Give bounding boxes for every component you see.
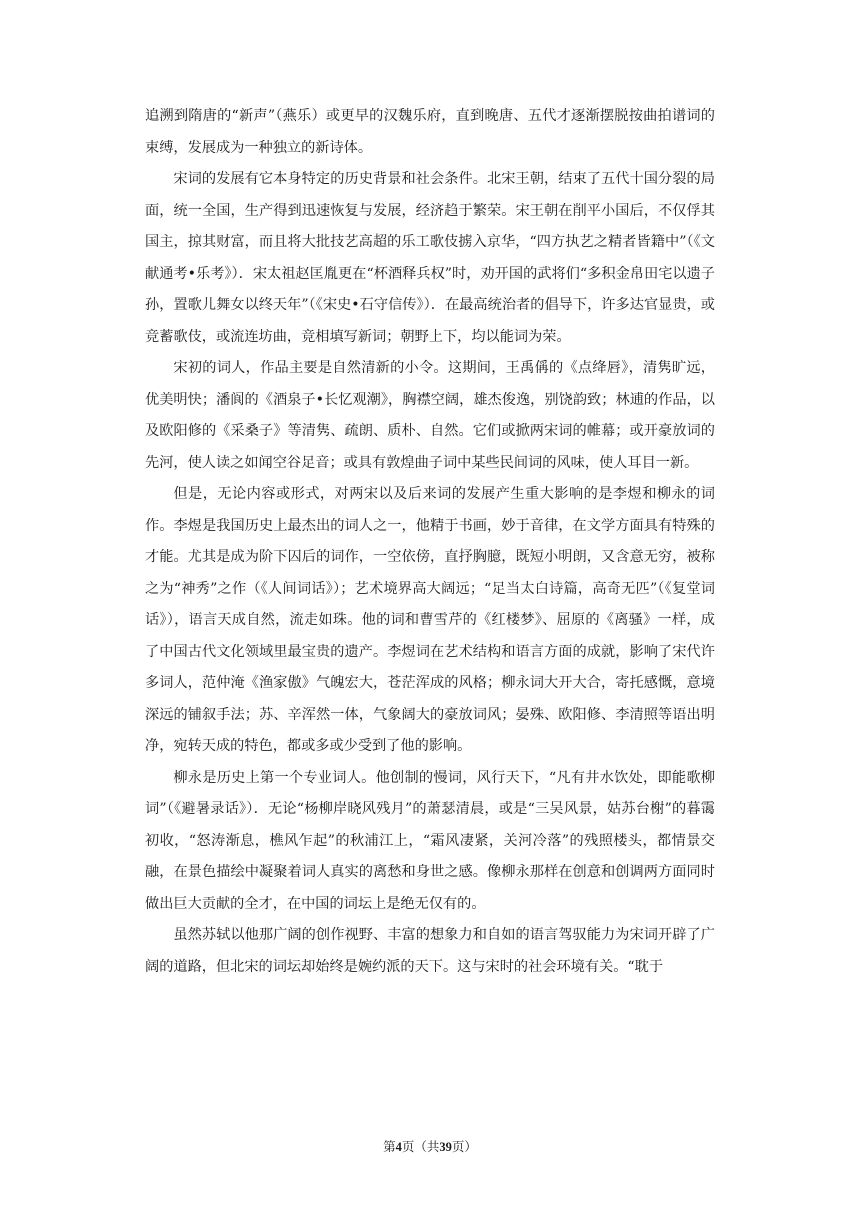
footer-middle: 页（共 xyxy=(401,1139,440,1154)
paragraph-1: 追溯到隋唐的“新声”（燕乐）或更早的汉魏乐府，直到晚唐、五代才逐渐摆脱按曲拍谱词的束缚，发展成为一种独立的新诗体。 xyxy=(145,108,715,156)
footer-prefix: 第 xyxy=(383,1139,396,1154)
paragraph-6: 虽然苏轼以他那广阔的创作视野、丰富的想象力和自如的语言驾驭能力为宋词开辟了广阔的道路，但北宋的词坛却始终是婉约派的天下。这与宋时的社会环境有关。“耽于 xyxy=(145,927,715,975)
page-footer xyxy=(0,1139,860,1155)
paragraph-5: 柳永是历史上第一个专业词人。他创制的慢词，风行天下，“凡有井水饮处，即能歌柳词”（《避暑录话》）．无论“杨柳岸晓风残月”的萧瑟清晨，或是“三吴风景，姑苏台榭”的暮霭初收，“怒涛渐息，樵风乍起”的秋浦江上，“霜风凄紧，关河冷落”的残照楼头，都情景交融，在景色描绘中凝聚着词人真实的离愁和身世之感。像柳永那样在创意和创调两方面同时做出巨大贡献的全才，在中国的词坛上是绝无仅有的。 xyxy=(145,769,715,912)
document-body xyxy=(145,101,715,983)
paragraph-4: 但是，无论内容或形式，对两宋以及后来词的发展产生重大影响的是李煜和柳永的词作。李煜是我国历史上最杰出的词人之一，他精于书画，妙于音律，在文学方面具有特殊的才能。尤其是成为阶下囚后的词作，一空依傍，直抒胸臆，既短小明朗，又含意无穷，被称之为“神秀”之作（《人间词话》）；艺术境界高大阔远；“足当太白诗篇，高奇无匹”（《复堂词话》），语言天成自然，流走如珠。他的词和曹雪芹的《红楼梦》、屈原的《离骚》一样，成了中国古代文化领域里最宝贵的遗产。李煜词在艺术结构和语言方面的成就，影响了宋代许多词人，范仲淹《渔家傲》气魄宏大，苍茫浑成的风格；柳永词大开大合，寄托感慨，意境深远的铺叙手法；苏、辛浑然一体，气象阔大的豪放词风；晏殊、欧阳修、李清照等语出明净，宛转天成的特色，都或多或少受到了他的影响。 xyxy=(145,486,715,754)
footer-suffix: 页） xyxy=(451,1139,477,1154)
paragraph-2: 宋词的发展有它本身特定的历史背景和社会条件。北宋王朝，结束了五代十国分裂的局面，统一全国，生产得到迅速恢复与发展，经济趋于繁荣。宋王朝在削平小国后，不仅俘其国主，掠其财富，而且将大批技艺高超的乐工歌伎掳入京华，“四方执艺之精者皆籍中”（《文献通考•乐考》）．宋太祖赵匡胤更在“杯酒释兵权”时，劝开国的武将们“多积金帛田宅以遗子孙，置歌儿舞女以终天年”（《宋史•石守信传》）．在最高统治者的倡导下，许多达官显贵，或竞蓄歌伎，或流连坊曲，竞相填写新词；朝野上下，均以能词为荣。 xyxy=(145,171,715,345)
footer-page-number: 4 xyxy=(395,1140,402,1154)
paragraph-3: 宋初的词人，作品主要是自然清新的小令。这期间，王禹偁的《点绛唇》，清隽旷远，优美明快；潘阆的《酒泉子•长忆观潮》，胸襟空阔，雄杰俊逸，别饶韵致；林逋的作品，以及欧阳修的《采桑子》等清隽、疏朗、质朴、自然。它们或掀两宋词的帷幕；或开豪放词的先河，使人读之如闻空谷足音；或具有敦煌曲子词中某些民间词的风味，使人耳目一新。 xyxy=(145,360,715,471)
footer-total-pages: 39 xyxy=(439,1140,452,1154)
